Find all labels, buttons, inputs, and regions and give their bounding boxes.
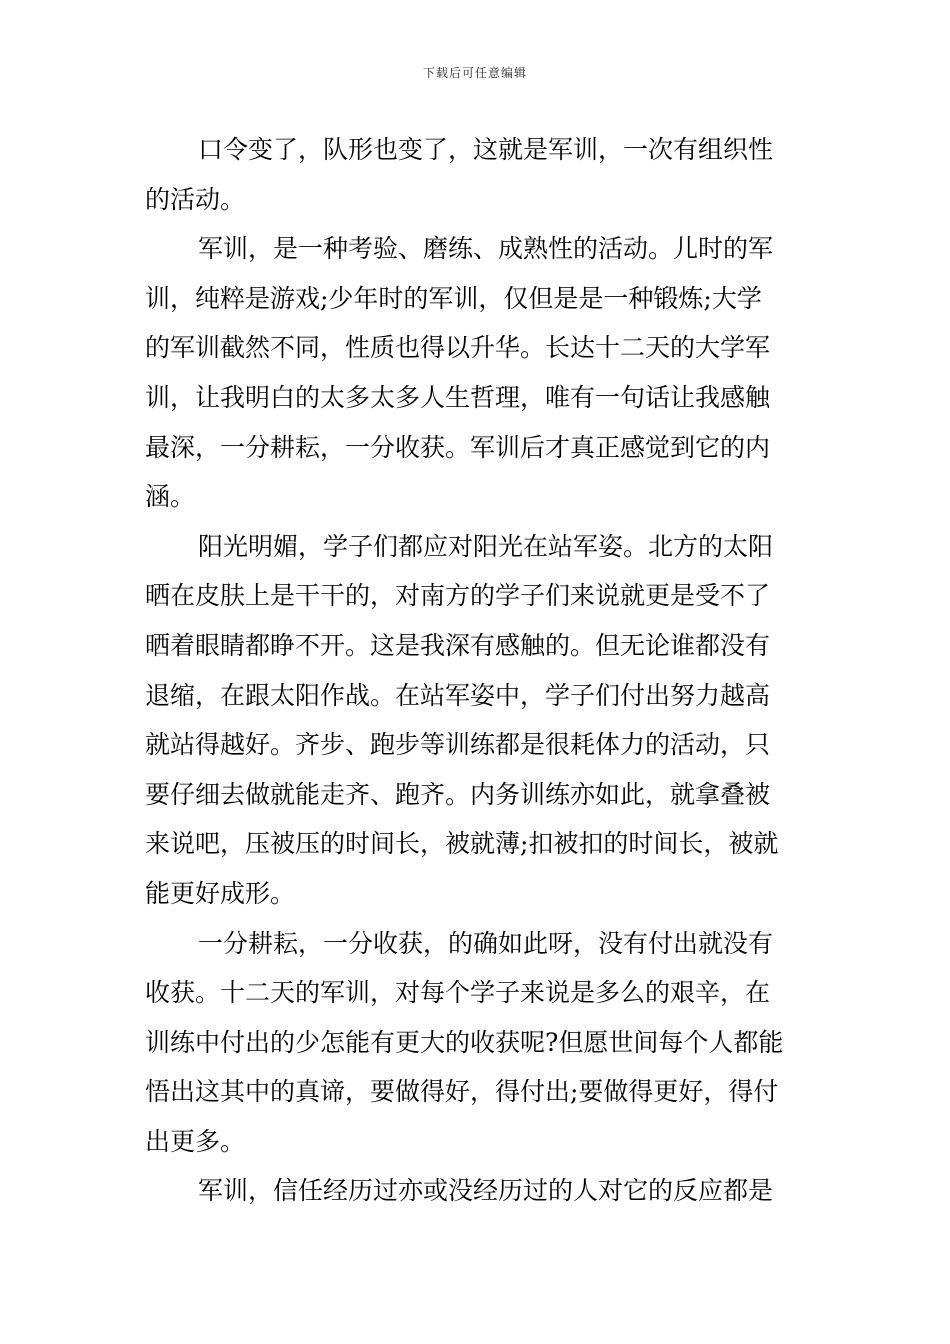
text-line: 训，纯粹是游戏;少年时的军训，仅但是是一种锻炼;大学 (145, 283, 762, 313)
text-line: 训，让我明白的太多太多人生哲理，唯有一句话让我感触 (145, 382, 771, 412)
text-line: 能更好成形。 (145, 878, 296, 908)
text-line: 涵。 (145, 482, 196, 512)
text-line: 要仔细去做就能走齐、跑齐。内务训练亦如此，就拿叠被 (145, 779, 771, 809)
text-line: 退缩，在跟太阳作战。在站军姿中，学子们付出努力越高 (145, 680, 771, 710)
text-line: 出更多。 (145, 1126, 246, 1156)
text-line: 收获。十二天的军训，对每个学子来说是多么的艰辛，在 (145, 978, 771, 1008)
text-line: 最深，一分耕耘，一分收获。军训后才真正感觉到它的内 (145, 432, 771, 462)
text-line: 悟出这其中的真谛，要做得好，得付出;要做得更好，得付 (145, 1077, 779, 1107)
text-line: 阳光明媚，学子们都应对阳光在站军姿。北方的太阳 (198, 531, 774, 561)
text-line: 来说吧，压被压的时间长，被就薄;扣被扣的时间长，被就 (145, 829, 779, 859)
text-line: 训练中付出的少怎能有更大的收获呢?但愿世间每个人都能 (145, 1027, 784, 1057)
document-body (145, 125, 809, 1216)
text-line: 军训，信任经历过亦或没经历过的人对它的反应都是 (198, 1176, 774, 1206)
text-line: 晒在皮肤上是干干的，对南方的学子们来说就更是受不了 (145, 581, 771, 611)
text-line: 口令变了，队形也变了，这就是军训，一次有组织性 (198, 135, 774, 164)
text-line: 的军训截然不同，性质也得以升华。长达十二天的大学军 (145, 333, 771, 363)
page-header: 下载后可任意编辑 (422, 66, 527, 80)
text-line: 军训，是一种考验、磨练、成熟性的活动。儿时的军 (198, 234, 774, 264)
text-line: 的活动。 (145, 184, 246, 214)
text-line: 晒着眼睛都睁不开。这是我深有感触的。但无论谁都没有 (145, 630, 771, 660)
text-line: 就站得越好。齐步、跑步等训练都是很耗体力的活动，只 (145, 730, 771, 760)
text-line: 一分耕耘，一分收获，的确如此呀，没有付出就没有 (198, 928, 774, 958)
